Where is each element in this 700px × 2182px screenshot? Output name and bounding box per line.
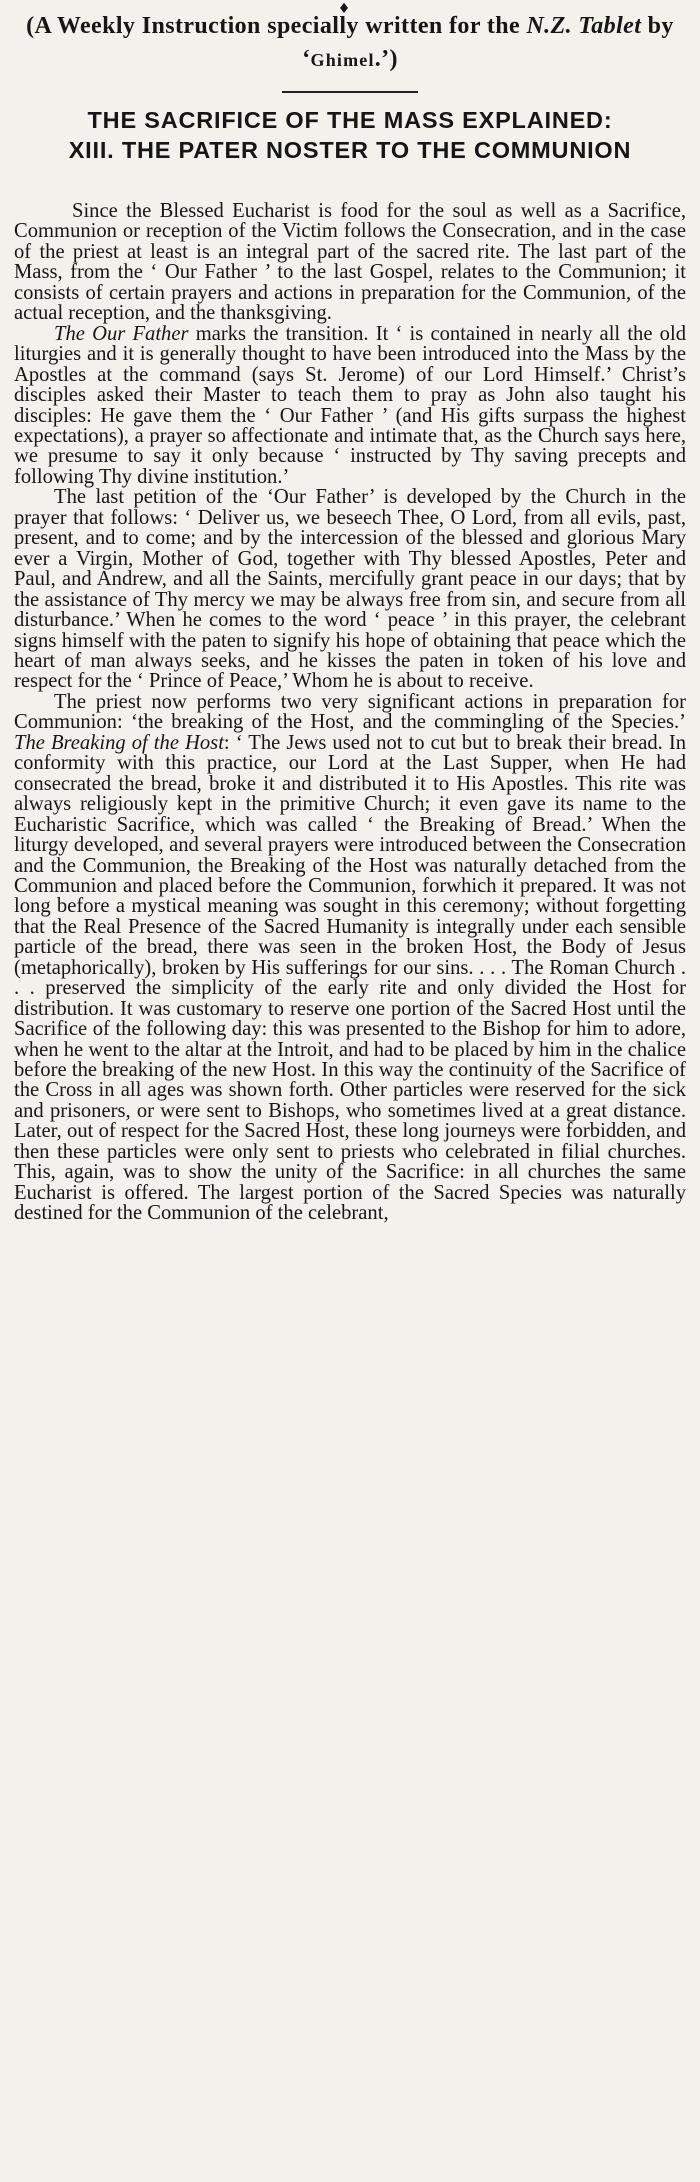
body-paragraph [14, 487, 686, 692]
intro-open: (A Weekly Instruction specially written for the [26, 13, 527, 39]
paragraph-text: Since the Blessed Eucharist is food for the soul as well as a Sacrifice, Communion or reception of the Victim follows the Consecration, and in the case of the priest at least is an integral part of the sacred rite. The last part of the Mass, from the ‘ Our Father ’ to the last Gospel, relates to the Communion; it consists of certain prayers and actions in preparation for the Communion, of the actual reception, and the thanksgiving. [14, 200, 686, 325]
body-paragraph [14, 201, 686, 324]
body-paragraph [14, 324, 686, 488]
paragraph-text: marks the transition. It ‘ is contained in nearly all the old liturgies and it is generally thought to have been introduced into the Mass by the Apostles at the command (says St. Jerome) of our Lord Himself.’ Christ’s disciples asked their Master to teach them to pray as John also taught his disciples: He gave them the ‘ Our Father ’ (and His gifts surpass the highest expectations), a prayer so affectionate and intimate that, as the Church says here, we presume to say it only because ‘ instructed by Thy saving precepts and following Thy divine institution.’ [14, 322, 687, 488]
intro-close: .’) [374, 46, 398, 72]
publication-name: N.Z. Tablet [526, 13, 642, 39]
paragraph-text: The priest now performs two very significant actions in preparation for Communion: ‘the breaking of the Host, and the commingling of the Species.’ [14, 690, 686, 734]
article-page [0, 1, 700, 2182]
italic-phrase: The Breaking of the Host [14, 731, 224, 754]
paragraph-text: : ‘ The Jews used not to cut but to break their bread. In conformity with this practice, our Lord at the Last Supper, when He had consecrated the bread, broke it and distributed it to His Apostles. This rite was always religiously kept in the primitive Church; it even gave its name to the Eucharistic Sacrifice, which was called ‘ the Breaking of Bread.’ When the liturgy developed, and several prayers were introduced between the Consecration and the Communion, the Breaking of the Host was naturally detached from the Communion and placed before the Communion, forwhich it prepared. It was not long before a mystical meaning was sought in this ceremony; without forgetting that the Real Presence of the Sacred Humanity is integrally under each sensible particle of the bread, there was seen in the broken Host, the Body of Jesus (metaphorically), broken by His sufferings for our sins. . . . The Roman Church . . . preserved the simplicity of the early rite and only divided the Host for distribution. It was customary to reserve one portion of the Sacred Host until the Sacrifice of the following day: this was presented to the Bishop for him to adore, when he went to the altar at the Introit, and had to be placed by him in the chalice before the breaking of the new Host. In this way the continuity of the Sacrifice of the Cross in all ages was shown forth. Other particles were reserved for the sick and prisoners, or were sent to Bishops, who sometimes lived at a great distance. Later, out of respect for the Sacred Host, these long journeys were forbidden, and then these particles were only sent to priests who celebrated in filial churches. This, again, was to show the unity of the Sacrifice: in all churches the same Eucharist is offered. The largest portion of the Sacred Species was naturally destined for the Communion of the celebrant, [14, 731, 686, 1225]
article-heading [14, 105, 686, 165]
paragraph-text: The last petition of the ‘Our Father’ is developed by the Church in the prayer that follows: ‘ Deliver us, we beseech Thee, O Lord, from all evils, past, present, and to come; and by the intercession of the blessed and glorious Mary ever a Virgin, Mother of God, together with Thy blessed Apostles, Peter and Paul, and Andrew, and all the Saints, mercifully grant peace in our days; that by the assistance of Thy mercy we may be always free from sin, and secure from all disturbance.’ When he comes to the word ‘ peace ’ in this prayer, the celebrant signs himself with the paten to signify his hope of obtaining that peace which the heart of man always seeks, and he kisses the paten in token of his love and respect for the ‘ Prince of Peace,’ Whom he is about to receive. [14, 486, 686, 693]
intro-by: by ‘ [302, 13, 674, 72]
top-ornament: ♦ [337, 1, 351, 17]
heading-line-1: THE SACRIFICE OF THE MASS EXPLAINED: [87, 107, 613, 133]
title-rule [282, 91, 418, 93]
author-name: Ghimel [310, 50, 375, 70]
italic-phrase: The Our Father [54, 322, 189, 345]
article-intro [14, 10, 686, 77]
article-body [14, 201, 686, 1224]
body-paragraph [14, 692, 686, 1224]
heading-line-2: XIII. THE PATER NOSTER TO THE COMMUNION [68, 137, 632, 163]
